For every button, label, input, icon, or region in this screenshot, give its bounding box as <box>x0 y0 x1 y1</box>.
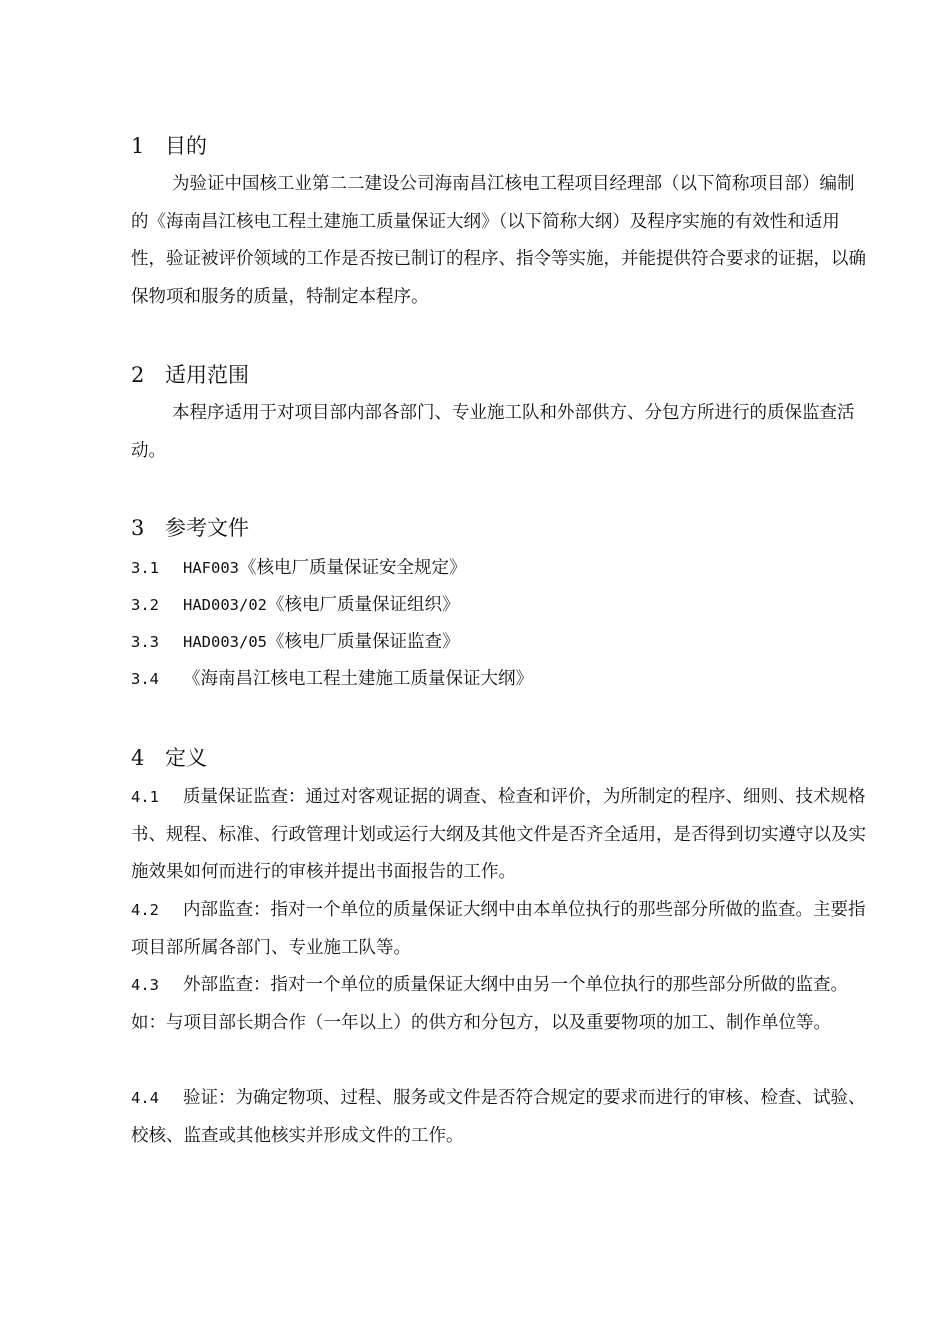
section-1-title: 目的 <box>165 134 207 158</box>
definition-text: 内部监查：指对一个单位的质量保证大纲中由本单位执行的那些部分所做的监查。主要指项目部所属各部门、专业施工队等。 <box>131 900 866 958</box>
section-4-title: 定义 <box>165 746 207 770</box>
reference-item <box>131 667 871 691</box>
reference-title: 《核电厂质量保证监查》 <box>267 632 460 652</box>
reference-number: 3.2 <box>131 596 159 614</box>
reference-code: HAF003 <box>183 559 239 577</box>
section-3-heading <box>131 514 249 542</box>
definition-item <box>131 1080 871 1155</box>
reference-item <box>131 556 871 580</box>
reference-number: 3.4 <box>131 670 159 688</box>
definition-number: 4.2 <box>131 901 159 919</box>
reference-title: 《核电厂质量保证组织》 <box>267 595 460 615</box>
definition-text: 质量保证监查：通过对客观证据的调查、检查和评价，为所制定的程序、细则、技术规格书、规程、标准、行政管理计划或运行大纲及其他文件是否齐全适用，是否得到切实遵守以及实施效果如何而进行的审核并提出书面报告的工作。 <box>131 787 866 883</box>
reference-number: 3.3 <box>131 633 159 651</box>
definition-number: 4.1 <box>131 788 159 806</box>
section-3-number: 3 <box>131 516 145 540</box>
reference-title: 《海南昌江核电工程土建施工质量保证大纲》 <box>183 669 533 689</box>
section-4-number: 4 <box>131 746 145 770</box>
reference-number: 3.1 <box>131 559 159 577</box>
definition-item <box>131 779 871 892</box>
section-2-number: 2 <box>131 363 145 387</box>
section-1-body: 为验证中国核工业第二二建设公司海南昌江核电工程项目经理部（以下简称项目部）编制的《海南昌江核电工程土建施工质量保证大纲》（以下简称大纲）及程序实施的有效性和适用性，验证被评价领域的工作是否按已制订的程序、指令等实施，并能提供符合要求的证据，以确保物项和服务的质量，特制定本程序。 <box>131 174 866 307</box>
section-2-title: 适用范围 <box>165 363 249 387</box>
reference-title: 《核电厂质量保证安全规定》 <box>239 558 467 578</box>
section-3-title: 参考文件 <box>165 516 249 540</box>
section-2-heading <box>131 361 249 389</box>
reference-code: HAD003/02 <box>183 596 267 614</box>
definition-number: 4.3 <box>131 976 159 994</box>
reference-code: HAD003/05 <box>183 633 267 651</box>
section-1-heading <box>131 132 207 160</box>
definition-number: 4.4 <box>131 1089 159 1107</box>
definition-item <box>131 892 871 967</box>
definition-item <box>131 967 871 1042</box>
section-2-body: 本程序适用于对项目部内部各部门、专业施工队和外部供方、分包方所进行的质保监查活动。 <box>131 403 855 461</box>
section-4-heading <box>131 744 207 772</box>
reference-item <box>131 593 871 617</box>
reference-item <box>131 630 871 654</box>
definition-text: 外部监查：指对一个单位的质量保证大纲中由另一个单位执行的那些部分所做的监查。如：与项目部长期合作（一年以上）的供方和分包方，以及重要物项的加工、制作单位等。 <box>131 975 848 1033</box>
section-1-number: 1 <box>131 134 145 158</box>
definition-text: 验证：为确定物项、过程、服务或文件是否符合规定的要求而进行的审核、检查、试验、校核、监查或其他核实并形成文件的工作。 <box>131 1088 866 1146</box>
